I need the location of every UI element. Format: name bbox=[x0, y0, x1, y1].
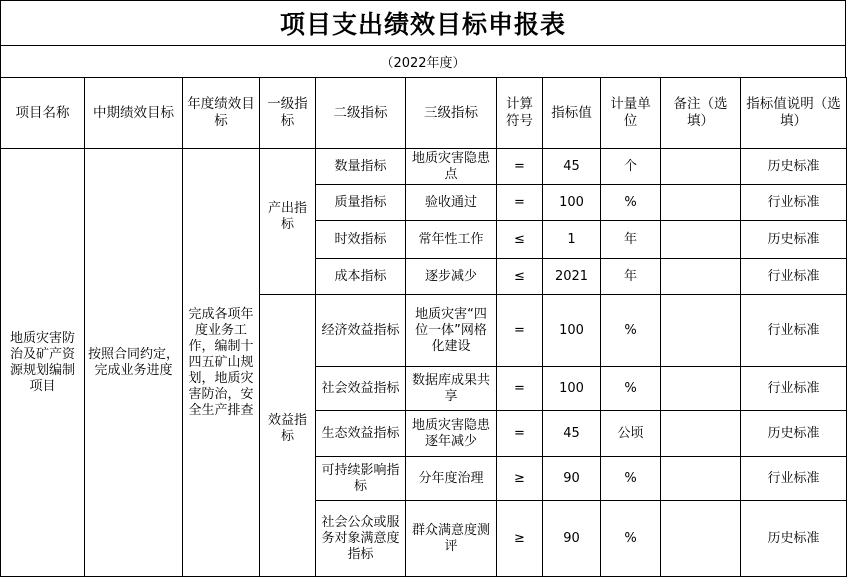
symbol-cell: = bbox=[497, 185, 543, 221]
desc-cell: 历史标准 bbox=[741, 411, 847, 457]
header-row bbox=[1, 78, 847, 149]
level2-cell: 质量指标 bbox=[316, 185, 406, 221]
value-cell: 45 bbox=[543, 411, 601, 457]
header-level2: 二级指标 bbox=[316, 78, 406, 149]
form-year: （2022年度） bbox=[0, 46, 846, 78]
remark-cell bbox=[661, 149, 741, 185]
remark-cell bbox=[661, 221, 741, 259]
remark-cell bbox=[661, 367, 741, 411]
header-mid-goal: 中期绩效目标 bbox=[85, 78, 183, 149]
symbol-cell: = bbox=[497, 149, 543, 185]
desc-cell: 行业标准 bbox=[741, 259, 847, 295]
unit-cell: % bbox=[601, 295, 661, 367]
header-symbol: 计算符号 bbox=[497, 78, 543, 149]
value-cell: 1 bbox=[543, 221, 601, 259]
level2-cell: 经济效益指标 bbox=[316, 295, 406, 367]
value-cell: 90 bbox=[543, 501, 601, 577]
header-remark: 备注（选填） bbox=[661, 78, 741, 149]
symbol-cell: = bbox=[497, 295, 543, 367]
level1-cell: 产出指标 bbox=[260, 149, 316, 295]
level2-cell: 生态效益指标 bbox=[316, 411, 406, 457]
level3-cell: 逐步减少 bbox=[406, 259, 497, 295]
remark-cell bbox=[661, 295, 741, 367]
desc-cell: 行业标准 bbox=[741, 295, 847, 367]
value-cell: 45 bbox=[543, 149, 601, 185]
level2-cell: 时效指标 bbox=[316, 221, 406, 259]
desc-cell: 历史标准 bbox=[741, 501, 847, 577]
level2-cell: 社会公众或服务对象满意度指标 bbox=[316, 501, 406, 577]
level3-cell: 常年性工作 bbox=[406, 221, 497, 259]
unit-cell: % bbox=[601, 367, 661, 411]
project-name-cell: 地质灾害防治及矿产资源规划编制项目 bbox=[1, 149, 85, 577]
level3-cell: 数据库成果共享 bbox=[406, 367, 497, 411]
symbol-cell: ≥ bbox=[497, 501, 543, 577]
value-cell: 100 bbox=[543, 185, 601, 221]
mid-goal-cell: 按照合同约定，完成业务进度 bbox=[85, 149, 183, 577]
symbol-cell: ≤ bbox=[497, 259, 543, 295]
value-cell: 2021 bbox=[543, 259, 601, 295]
unit-cell: % bbox=[601, 185, 661, 221]
remark-cell bbox=[661, 259, 741, 295]
symbol-cell: = bbox=[497, 367, 543, 411]
remark-cell bbox=[661, 411, 741, 457]
unit-cell: 年 bbox=[601, 221, 661, 259]
remark-cell bbox=[661, 457, 741, 501]
level2-cell: 社会效益指标 bbox=[316, 367, 406, 411]
header-project-name: 项目名称 bbox=[1, 78, 85, 149]
header-annual-goal: 年度绩效目标 bbox=[183, 78, 260, 149]
level2-cell: 成本指标 bbox=[316, 259, 406, 295]
level1-cell: 效益指标 bbox=[260, 295, 316, 577]
level3-cell: 分年度治理 bbox=[406, 457, 497, 501]
value-cell: 100 bbox=[543, 295, 601, 367]
unit-cell: 年 bbox=[601, 259, 661, 295]
level3-cell: 验收通过 bbox=[406, 185, 497, 221]
value-cell: 90 bbox=[543, 457, 601, 501]
remark-cell bbox=[661, 501, 741, 577]
unit-cell: % bbox=[601, 501, 661, 577]
level3-cell: 地质灾害隐患逐年减少 bbox=[406, 411, 497, 457]
header-value: 指标值 bbox=[543, 78, 601, 149]
symbol-cell: = bbox=[497, 411, 543, 457]
desc-cell: 历史标准 bbox=[741, 221, 847, 259]
header-desc: 指标值说明（选填） bbox=[741, 78, 847, 149]
header-unit: 计量单位 bbox=[601, 78, 661, 149]
desc-cell: 行业标准 bbox=[741, 185, 847, 221]
level2-cell: 数量指标 bbox=[316, 149, 406, 185]
form-title: 项目支出绩效目标申报表 bbox=[0, 0, 846, 46]
unit-cell: % bbox=[601, 457, 661, 501]
value-cell: 100 bbox=[543, 367, 601, 411]
symbol-cell: ≤ bbox=[497, 221, 543, 259]
level3-cell: 群众满意度测评 bbox=[406, 501, 497, 577]
indicator-table bbox=[0, 77, 847, 577]
unit-cell: 个 bbox=[601, 149, 661, 185]
indicator-row bbox=[1, 149, 847, 185]
desc-cell: 行业标准 bbox=[741, 457, 847, 501]
unit-cell: 公顷 bbox=[601, 411, 661, 457]
desc-cell: 行业标准 bbox=[741, 367, 847, 411]
desc-cell: 历史标准 bbox=[741, 149, 847, 185]
remark-cell bbox=[661, 185, 741, 221]
level2-cell: 可持续影响指标 bbox=[316, 457, 406, 501]
header-level3: 三级指标 bbox=[406, 78, 497, 149]
annual-goal-cell: 完成各项年度业务工作，编制十四五矿山规划，地质灾害防治，安全生产排查 bbox=[183, 149, 260, 577]
level3-cell: 地质灾害隐患点 bbox=[406, 149, 497, 185]
level3-cell: 地质灾害“四位一体”网格化建设 bbox=[406, 295, 497, 367]
symbol-cell: ≥ bbox=[497, 457, 543, 501]
header-level1: 一级指标 bbox=[260, 78, 316, 149]
